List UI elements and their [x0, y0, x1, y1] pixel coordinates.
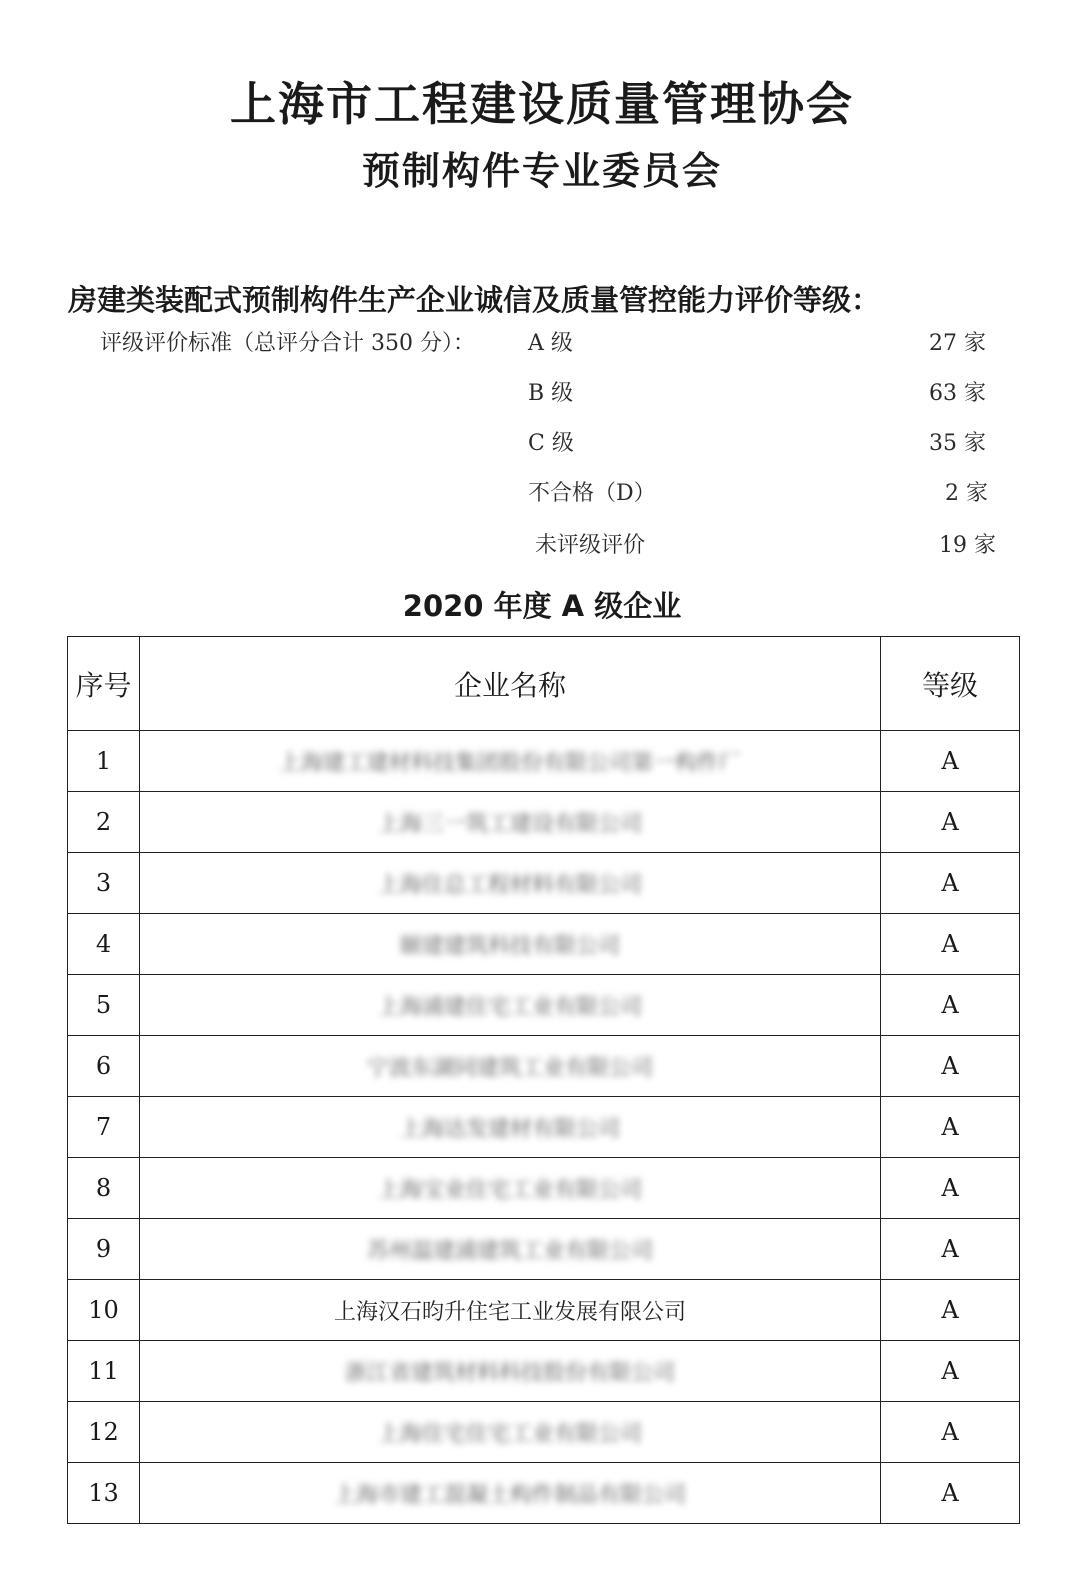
row-number: 7: [68, 1097, 140, 1158]
a-grade-enterprise-table: [67, 636, 1020, 1524]
row-number: 8: [68, 1158, 140, 1219]
row-grade: A: [881, 1402, 1020, 1463]
table-body: [68, 731, 1020, 1524]
row-company-name: 上海住宅住宅工业有限公司: [140, 1402, 881, 1463]
table-row: [68, 1158, 1020, 1219]
row-number: 11: [68, 1341, 140, 1402]
row-grade: A: [881, 1219, 1020, 1280]
table-row: [68, 1341, 1020, 1402]
level-c-label: C 级: [528, 431, 574, 456]
row-grade: A: [881, 975, 1020, 1036]
row-grade: A: [881, 1036, 1020, 1097]
table-row: [68, 1036, 1020, 1097]
table-row: [68, 1097, 1020, 1158]
header-name: 企业名称: [140, 637, 881, 731]
row-grade: A: [881, 914, 1020, 975]
row-grade: A: [881, 1097, 1020, 1158]
row-number: 13: [68, 1463, 140, 1524]
row-grade: A: [881, 731, 1020, 792]
row-company-name: 上海三一筑工建设有限公司: [140, 792, 881, 853]
section-title: 房建类装配式预制构件生产企业诚信及质量管控能力评价等级：: [68, 283, 881, 317]
table-row: [68, 1463, 1020, 1524]
row-number: 4: [68, 914, 140, 975]
row-number: 3: [68, 853, 140, 914]
table-row: [68, 914, 1020, 975]
table-row: [68, 792, 1020, 853]
row-number: 12: [68, 1402, 140, 1463]
level-d-count: 2 家: [945, 481, 988, 506]
table-header-row: [68, 637, 1020, 731]
year-title: 2020 年度 A 级企业: [402, 589, 682, 623]
level-b-label: B 级: [528, 381, 574, 406]
row-company-name: 上海浦建住宅工业有限公司: [140, 975, 881, 1036]
header-no: 序号: [68, 637, 140, 731]
row-number: 9: [68, 1219, 140, 1280]
row-company-name: 上海达发建材有限公司: [140, 1097, 881, 1158]
row-grade: A: [881, 792, 1020, 853]
org-subtitle: 预制构件专业委员会: [361, 149, 722, 193]
level-a-label: A 级: [528, 331, 573, 356]
row-number: 10: [68, 1280, 140, 1341]
row-company-name: 上海住总工程材料有限公司: [140, 853, 881, 914]
level-a-count: 27 家: [929, 331, 986, 356]
level-unrated-label: 未评级评价: [535, 533, 646, 558]
level-unrated-count: 19 家: [939, 533, 996, 558]
row-company-name: 苏州温建浦建筑工业有限公司: [140, 1219, 881, 1280]
table-row: [68, 1219, 1020, 1280]
org-title: 上海市工程建设质量管理协会: [230, 77, 854, 131]
row-number: 2: [68, 792, 140, 853]
row-number: 6: [68, 1036, 140, 1097]
row-grade: A: [881, 1341, 1020, 1402]
table-row: [68, 1402, 1020, 1463]
row-grade: A: [881, 1158, 1020, 1219]
standard-label: 评级评价标准（总评分合计 350 分）：: [100, 331, 475, 356]
table-row: [68, 853, 1020, 914]
row-company-name: 上海宝业住宅工业有限公司: [140, 1158, 881, 1219]
row-grade: A: [881, 1280, 1020, 1341]
table-row: [68, 1280, 1020, 1341]
row-grade: A: [881, 1463, 1020, 1524]
header-grade: 等级: [881, 637, 1020, 731]
level-d-label: 不合格（D）: [528, 481, 656, 506]
table-row: [68, 731, 1020, 792]
row-company-name: 上海市建工混凝土构件制品有限公司: [140, 1463, 881, 1524]
row-company-name: 上海汉石昀升住宅工业发展有限公司: [140, 1280, 881, 1341]
row-grade: A: [881, 853, 1020, 914]
row-number: 1: [68, 731, 140, 792]
row-company-name: 上海建工建材科技集团股份有限公司第一构件厂: [140, 731, 881, 792]
row-company-name: 宁波东湖同建筑工业有限公司: [140, 1036, 881, 1097]
table-row: [68, 975, 1020, 1036]
row-number: 5: [68, 975, 140, 1036]
level-b-count: 63 家: [929, 381, 986, 406]
row-company-name: 浙江省建筑材料科技股份有限公司: [140, 1341, 881, 1402]
level-c-count: 35 家: [929, 431, 986, 456]
row-company-name: 颐建建筑科技有限公司: [140, 914, 881, 975]
